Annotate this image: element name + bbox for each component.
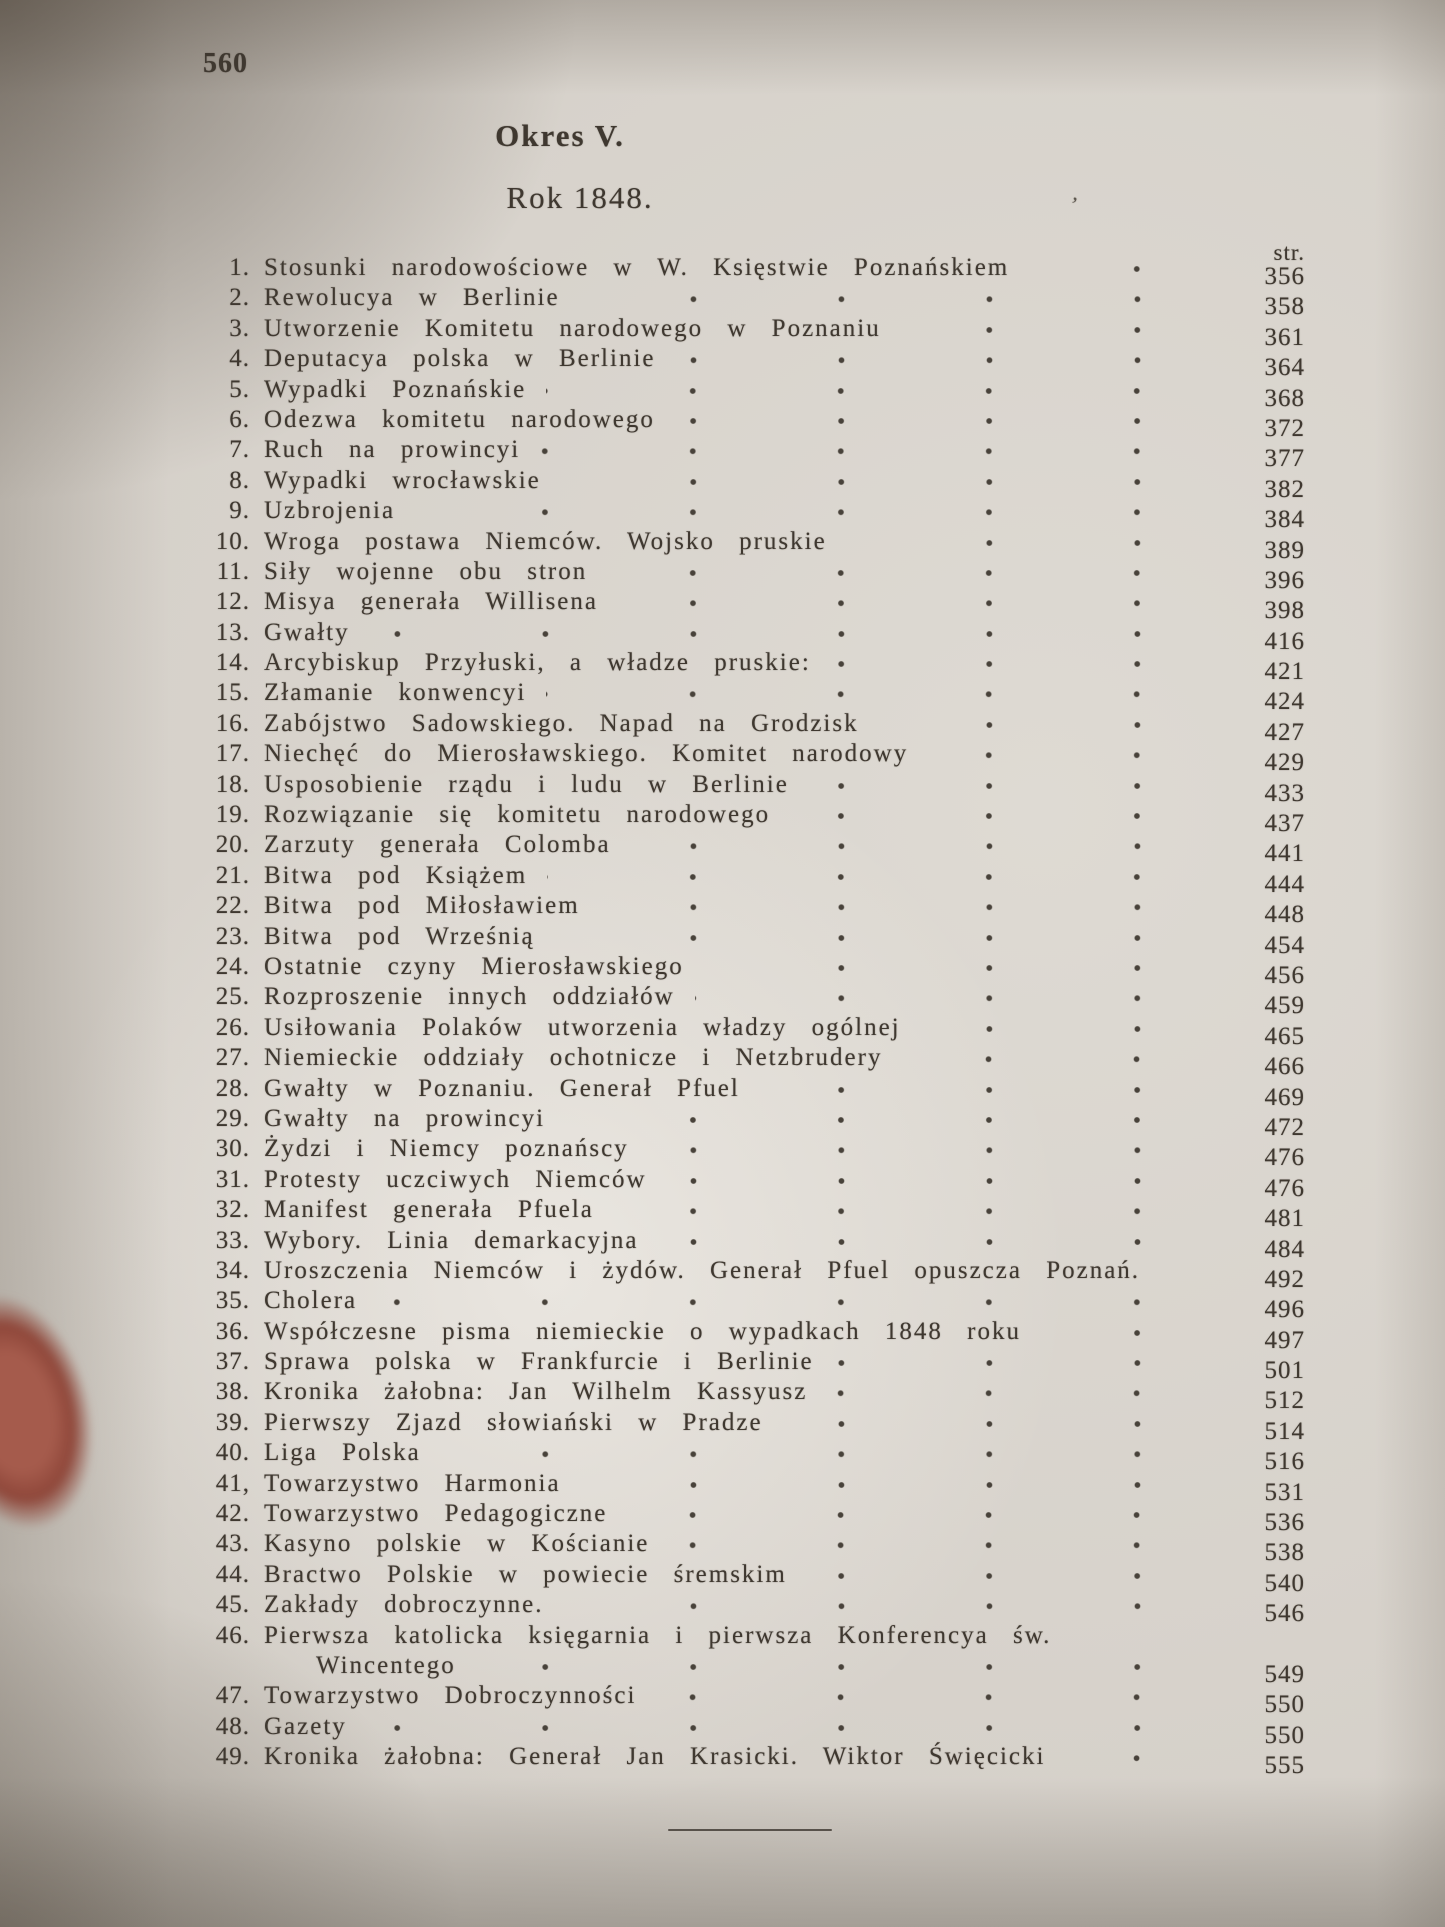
dot-leader	[565, 1105, 1211, 1135]
entry-title: Towarzystwo Pedagogiczne	[264, 1500, 608, 1528]
dot-leader	[370, 619, 1211, 649]
entry-page-number: 492	[1264, 1265, 1305, 1293]
entry-number: 1.	[229, 254, 250, 281]
toc-row	[200, 345, 1305, 382]
entry-page-number: 516	[1264, 1448, 1305, 1476]
toc-row	[200, 1622, 1305, 1652]
entry-page-number: 448	[1264, 901, 1305, 929]
dot-leader	[901, 315, 1211, 345]
dot-leader	[667, 1166, 1211, 1196]
entry-title: Bitwa pod Książem	[264, 861, 528, 889]
entry-title: Uroszczenia Niemców i żydów. Generał Pfuel opuszcza Poznań.	[264, 1256, 1141, 1284]
entry-number: 41,	[215, 1469, 250, 1497]
entry-number: 46.	[215, 1621, 250, 1649]
dot-leader	[879, 710, 1211, 740]
entry-title: Pierwsza katolicka księgarnia i pierwsza Konferencya św.	[264, 1621, 1052, 1649]
entry-number: 36.	[215, 1317, 250, 1345]
entry-title: Bractwo Polskie w powiecie śremskim	[264, 1560, 787, 1588]
entry-number: 4.	[229, 345, 250, 373]
entry-page-number: 456	[1264, 961, 1305, 989]
entry-title: Wypadki wrocławskie	[264, 466, 541, 494]
entry-title: Żydzi i Niemcy poznańscy	[264, 1135, 629, 1163]
toc-row	[200, 375, 1305, 412]
dot-leader	[831, 649, 1211, 679]
entry-title: Wincentego	[316, 1651, 456, 1679]
toc-row	[200, 314, 1305, 351]
toc-row	[200, 952, 1305, 989]
entry-page-number: 429	[1264, 749, 1305, 777]
entry-title: Wypadki Poznańskie	[264, 375, 527, 403]
toc-row	[200, 497, 1305, 534]
entry-page-number: 372	[1264, 414, 1305, 442]
toc-row	[200, 1317, 1305, 1354]
entry-title: Bitwa pod Miłosławiem	[264, 892, 580, 920]
entry-page-number: 416	[1264, 627, 1305, 655]
dot-leader	[600, 892, 1211, 922]
toc-row	[200, 922, 1305, 959]
entry-title: Rozproszenie innych oddziałów	[264, 983, 675, 1011]
entry-title: Wybory. Linia demarkacyjna	[264, 1226, 639, 1254]
entry-number: 17.	[215, 740, 250, 768]
entry-page-number: 377	[1264, 445, 1305, 473]
dot-leader	[928, 740, 1211, 770]
dot-leader	[618, 588, 1211, 618]
entry-page-number: 454	[1264, 931, 1305, 959]
toc-row	[200, 649, 1305, 686]
toc-row	[200, 1378, 1305, 1415]
section-heading: Okres V.	[495, 118, 625, 153]
entry-number: 18.	[215, 770, 250, 798]
entry-page-number: 540	[1264, 1569, 1305, 1597]
entry-page-number: 441	[1264, 840, 1305, 868]
dot-leader	[547, 862, 1211, 892]
entry-number: 11.	[216, 557, 250, 585]
dot-leader	[902, 1044, 1211, 1074]
entry-title: Odezwa komitetu narodowego	[264, 405, 655, 433]
dot-leader	[555, 923, 1211, 953]
toc-row	[200, 1712, 1305, 1749]
entry-title: Misya generała Willisena	[264, 588, 599, 616]
toc-row	[200, 1560, 1305, 1597]
toc-row	[200, 831, 1305, 868]
entry-number: 2.	[229, 284, 250, 312]
toc-row	[200, 466, 1305, 503]
dot-leader	[580, 284, 1211, 314]
entry-number: 29.	[215, 1104, 250, 1132]
entry-title: Manifest generała Pfuela	[264, 1196, 594, 1224]
entry-title: Liga Polska	[264, 1439, 421, 1467]
entry-page-number: 465	[1264, 1022, 1305, 1050]
entry-title: Uzbrojenia	[264, 497, 396, 525]
dot-leader	[415, 497, 1211, 527]
dot-leader	[367, 1713, 1211, 1743]
dot-leader	[847, 528, 1211, 558]
entry-number: 25.	[215, 983, 250, 1011]
dot-leader	[704, 953, 1211, 983]
entry-page-number: 398	[1264, 597, 1305, 625]
toc-row	[200, 740, 1305, 777]
entry-number: 14.	[215, 649, 250, 677]
toc-row	[200, 1226, 1305, 1263]
entry-page-number: 427	[1264, 718, 1305, 746]
entry-title: Gwałty	[264, 618, 350, 646]
entry-page-number: 538	[1264, 1539, 1305, 1567]
entry-title: Zakłady dobroczynne.	[264, 1591, 544, 1619]
toc-row	[200, 618, 1305, 655]
entry-title: Złamanie konwencyi	[264, 679, 527, 707]
entry-title: Usiłowania Polaków utworzenia władzy ogólnej	[264, 1013, 901, 1041]
dot-leader	[581, 1470, 1211, 1500]
entry-number: 31.	[215, 1165, 250, 1193]
entry-title: Zabójstwo Sadowskiego. Napad na Grodzisk	[264, 709, 859, 737]
toc-row	[200, 1104, 1305, 1141]
entry-page-number: 356	[1264, 263, 1305, 290]
entry-page-number: 476	[1264, 1174, 1305, 1202]
dot-leader	[659, 1227, 1211, 1257]
dot-leader	[631, 831, 1211, 861]
entry-page-number: 472	[1264, 1113, 1305, 1141]
toc-row	[200, 1256, 1305, 1293]
dot-leader	[676, 345, 1212, 375]
entry-number: 39.	[215, 1408, 250, 1436]
entry-page-number: 550	[1264, 1721, 1305, 1749]
end-separator-rule	[668, 1829, 832, 1831]
entry-number: 37.	[215, 1348, 250, 1376]
entry-page-number: 396	[1264, 566, 1305, 594]
entry-title: Towarzystwo Harmonia	[264, 1469, 561, 1497]
entry-title: Ruch na prowincyi	[264, 436, 521, 464]
entry-page-number: 555	[1264, 1752, 1305, 1780]
entry-number: 8.	[229, 466, 250, 494]
dot-leader	[561, 467, 1211, 497]
entry-page-number: 466	[1264, 1053, 1305, 1081]
entry-page-number: 546	[1264, 1600, 1305, 1628]
entry-number: 13.	[215, 618, 250, 646]
entry-title: Kasyno polskie w Kościanie	[264, 1530, 650, 1558]
entry-page-number: 424	[1264, 688, 1305, 716]
entry-page-number: 496	[1264, 1296, 1305, 1324]
entry-title: Współczesne pisma niemieckie o wypadkach 1848 roku	[264, 1317, 1021, 1345]
dot-leader	[783, 1409, 1211, 1439]
entry-number: 49.	[215, 1743, 250, 1771]
entry-page-number: 358	[1264, 293, 1305, 321]
dot-leader	[1065, 1743, 1211, 1773]
entry-page-number: 536	[1264, 1509, 1305, 1537]
dot-leader	[607, 558, 1211, 588]
entry-page-number: 497	[1264, 1326, 1305, 1354]
toc-row	[200, 436, 1305, 473]
entry-title: Kronika żałobna: Generał Jan Krasicki. Wiktor Święcicki	[264, 1743, 1046, 1771]
entry-title: Gwałty na prowincyi	[264, 1104, 546, 1132]
entry-number: 20.	[215, 831, 250, 859]
entry-title: Towarzystwo Dobroczynności	[264, 1682, 637, 1710]
toc-row	[200, 1530, 1305, 1567]
entry-number: 19.	[215, 801, 250, 829]
entry-page-number: 361	[1264, 323, 1305, 351]
entry-number: 38.	[215, 1378, 250, 1406]
entry-number: 27.	[215, 1044, 250, 1072]
dot-leader	[807, 1561, 1211, 1591]
entry-number: 40.	[215, 1439, 250, 1467]
entry-title: Niemieckie oddziały ochotnicze i Netzbrudery	[264, 1044, 883, 1072]
toc-row	[200, 1287, 1305, 1324]
entry-number: 44.	[215, 1560, 250, 1588]
dot-leader	[540, 436, 1211, 466]
entry-page-number: 384	[1264, 506, 1305, 534]
dot-leader	[1160, 1257, 1211, 1287]
entry-number: 7.	[229, 436, 250, 464]
toc-row	[200, 1074, 1305, 1111]
toc-row	[200, 801, 1305, 838]
table-of-contents	[200, 254, 1305, 1780]
entry-title: Usposobienie rządu i ludu w Berlinie	[264, 770, 789, 798]
toc-row	[200, 527, 1305, 564]
stray-mark: ’	[1067, 191, 1080, 218]
toc-row	[200, 983, 1305, 1020]
toc-row	[200, 770, 1305, 807]
entry-number: 32.	[215, 1196, 250, 1224]
entry-title: Cholera	[264, 1287, 358, 1315]
toc-row	[200, 1044, 1305, 1081]
year-subheading: Rok 1848.	[506, 180, 654, 215]
entry-page-number: 444	[1264, 870, 1305, 898]
page-column-header: str.	[1273, 240, 1305, 265]
entry-number: 12.	[215, 588, 250, 616]
entry-title: Protesty uczciwych Niemców	[264, 1165, 647, 1193]
page-folio-number: 560	[203, 48, 248, 79]
toc-row	[200, 1469, 1305, 1506]
toc-row	[200, 405, 1305, 442]
dot-leader	[627, 1500, 1211, 1530]
entry-page-number: 549	[1264, 1660, 1305, 1688]
toc-row	[200, 1408, 1305, 1445]
entry-title: Wroga postawa Niemców. Wojsko pruskie	[264, 527, 827, 555]
dot-leader	[1071, 1622, 1211, 1652]
entry-title: Deputacya polska w Berlinie	[264, 345, 656, 373]
entry-title: Stosunki narodowościowe w W. Księstwie Poznańskiem	[264, 254, 1010, 281]
dot-leader	[760, 1075, 1211, 1105]
entry-number: 5.	[229, 375, 250, 403]
entry-number: 6.	[229, 405, 250, 433]
dot-leader	[1029, 254, 1211, 284]
toc-row	[200, 1591, 1305, 1628]
entry-number: 42.	[215, 1500, 250, 1528]
entry-title: Rewolucya w Berlinie	[264, 284, 560, 312]
entry-number: 47.	[215, 1682, 250, 1710]
entry-number: 10.	[215, 527, 250, 555]
entry-page-number: 531	[1264, 1478, 1305, 1506]
entry-title: Arcybiskup Przyłuski, a władze pruskie:	[264, 649, 811, 677]
toc-row	[200, 679, 1305, 716]
entry-page-number: 550	[1264, 1691, 1305, 1719]
entry-page-number: 382	[1264, 475, 1305, 503]
dot-leader	[1041, 1318, 1211, 1348]
entry-page-number: 512	[1264, 1387, 1305, 1415]
entry-page-number: 437	[1264, 810, 1305, 838]
entry-number: 48.	[215, 1712, 250, 1740]
toc-row	[200, 1196, 1305, 1233]
entry-title: Gwałty w Poznaniu. Generał Pfuel	[264, 1074, 740, 1102]
entry-number: 26.	[215, 1013, 250, 1041]
entry-page-number: 476	[1264, 1144, 1305, 1172]
entry-number: 22.	[215, 892, 250, 920]
dot-leader	[656, 1682, 1211, 1712]
entry-page-number: 481	[1264, 1205, 1305, 1233]
entry-title: Bitwa pod Wrześnią	[264, 922, 535, 950]
dot-leader	[675, 406, 1211, 436]
entry-page-number: 389	[1264, 536, 1305, 564]
entry-number: 16.	[215, 709, 250, 737]
entry-number: 21.	[215, 861, 250, 889]
entry-number: 35.	[215, 1287, 250, 1315]
entry-number: 43.	[215, 1530, 250, 1558]
toc-row	[200, 557, 1305, 594]
dot-leader	[377, 1287, 1211, 1317]
entry-page-number: 364	[1264, 354, 1305, 382]
dot-leader	[834, 1348, 1211, 1378]
toc-row	[200, 1682, 1305, 1719]
dot-leader	[476, 1652, 1211, 1682]
entry-number: 3.	[229, 314, 250, 342]
entry-title: Siły wojenne obu stron	[264, 557, 588, 585]
entry-title: Ostatnie czyny Mierosławskiego	[264, 952, 684, 980]
entry-number: 15.	[215, 679, 250, 707]
dot-leader	[827, 1378, 1211, 1408]
entry-title: Zarzuty generała Colomba	[264, 831, 611, 859]
entry-title: Rozwiązanie się komitetu narodowego	[264, 801, 771, 829]
entry-title: Kronika żałobna: Jan Wilhelm Kassyusz	[264, 1378, 808, 1406]
entry-number: 30.	[215, 1135, 250, 1163]
dot-leader	[546, 679, 1211, 709]
dot-leader	[790, 801, 1211, 831]
entry-number: 34.	[215, 1256, 250, 1284]
entry-page-number: 421	[1264, 658, 1305, 686]
entry-number: 45.	[215, 1591, 250, 1619]
toc-row	[200, 1135, 1305, 1172]
entry-page-number: 368	[1264, 384, 1305, 412]
entry-page-number: 469	[1264, 1083, 1305, 1111]
toc-row	[200, 709, 1305, 746]
toc-row	[200, 284, 1305, 321]
finger-over-page-edge	[0, 1278, 117, 1546]
dot-leader	[564, 1591, 1211, 1621]
entry-page-number: 433	[1264, 779, 1305, 807]
dot-leader	[669, 1530, 1211, 1560]
toc-row	[200, 1348, 1305, 1385]
entry-title: Gazety	[264, 1712, 347, 1740]
entry-title: Pierwszy Zjazd słowiański w Pradze	[264, 1408, 763, 1436]
dot-leader	[921, 1014, 1211, 1044]
entry-page-number: 459	[1264, 992, 1305, 1020]
toc-row	[200, 1165, 1305, 1202]
toc-row	[200, 588, 1305, 625]
dot-leader	[695, 983, 1211, 1013]
toc-row	[200, 1500, 1305, 1537]
entry-number: 23.	[215, 922, 250, 950]
dot-leader	[546, 376, 1211, 406]
toc-row	[200, 861, 1305, 898]
entry-title: Niechęć do Mierosławskiego. Komitet narodowy	[264, 740, 909, 768]
toc-row	[200, 892, 1305, 929]
dot-leader	[614, 1196, 1211, 1226]
dot-leader	[809, 771, 1211, 801]
dot-leader	[441, 1439, 1211, 1469]
entry-page-number: 514	[1264, 1417, 1305, 1445]
entry-number: 24.	[215, 952, 250, 980]
dot-leader	[649, 1135, 1211, 1165]
entry-page-number: 501	[1264, 1357, 1305, 1385]
toc-row	[200, 1013, 1305, 1050]
entry-number: 33.	[215, 1226, 250, 1254]
entry-title: Utworzenie Komitetu narodowego w Poznaniu	[264, 314, 881, 342]
toc-row	[200, 1743, 1305, 1780]
entry-number: 9.	[229, 497, 250, 525]
toc-row	[200, 1651, 1305, 1688]
entry-title: Sprawa polska w Frankfurcie i Berlinie	[264, 1348, 814, 1376]
toc-row	[200, 1439, 1305, 1476]
toc-row	[200, 254, 1305, 290]
entry-page-number: 484	[1264, 1235, 1305, 1263]
entry-number: 28.	[215, 1074, 250, 1102]
